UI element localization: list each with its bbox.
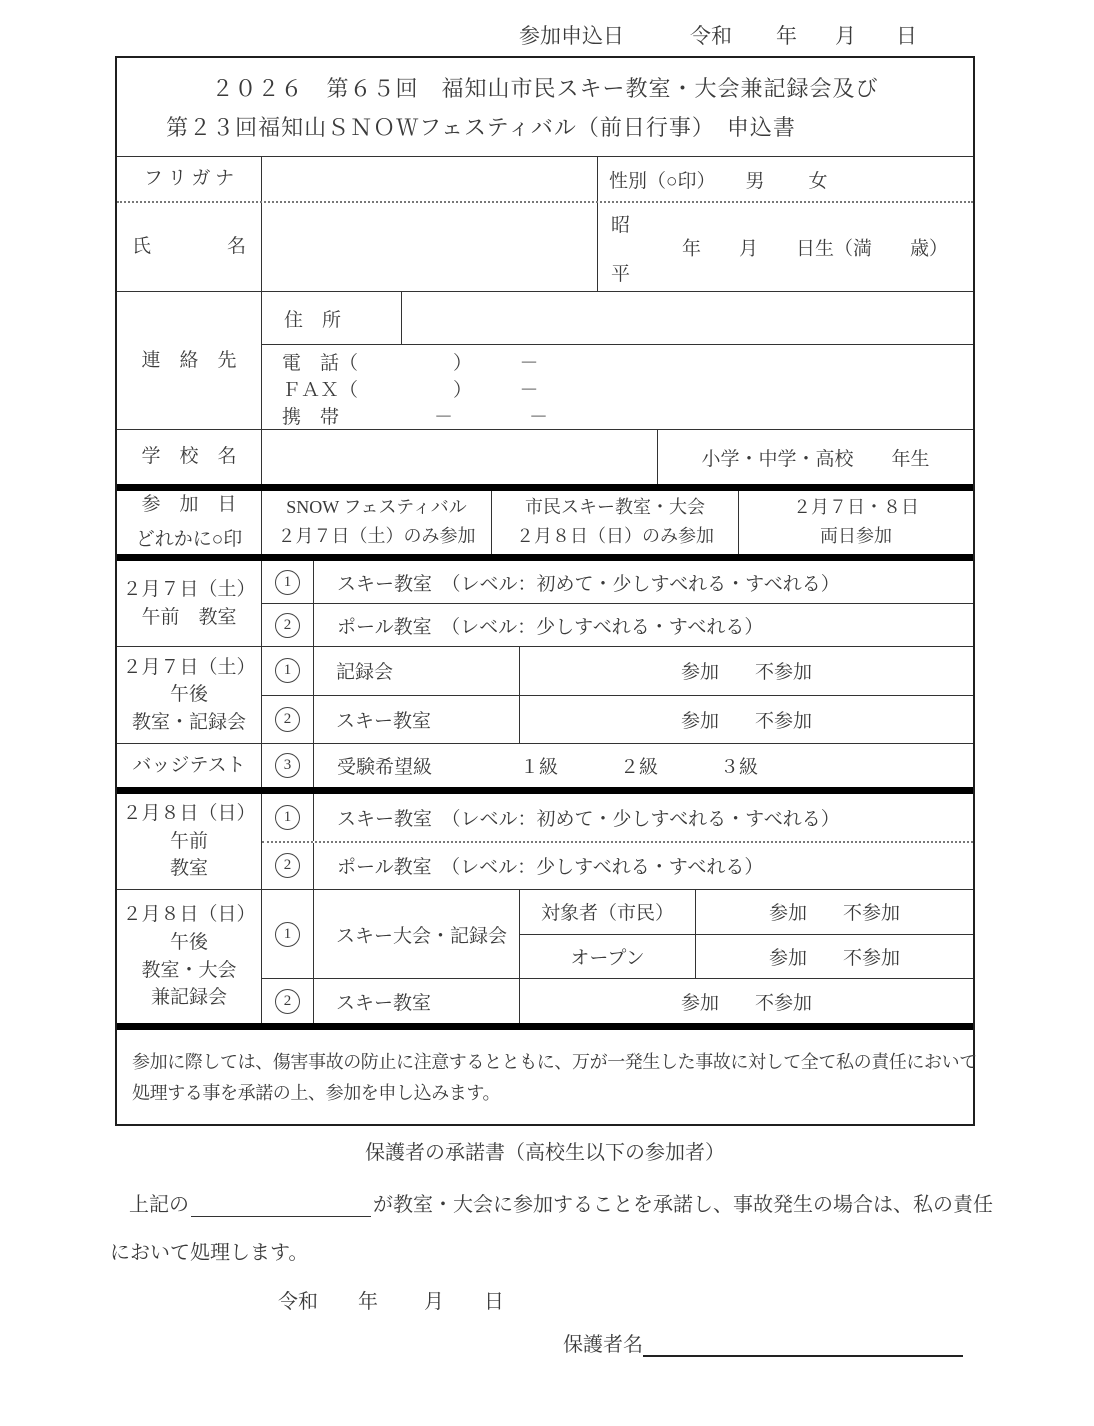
thick-divider-1 xyxy=(117,484,973,491)
sun-pm-label xyxy=(117,890,262,1023)
target-open-label: オープン xyxy=(520,935,696,979)
sun-am-label-line3: 教室 xyxy=(169,858,208,880)
birthdate-labels: 年 月 日生（満 歳） xyxy=(682,238,949,260)
consent-paragraph-line1 xyxy=(129,1188,993,1217)
sat-am-label xyxy=(117,561,262,646)
participation-day-label-line1: 参 加 日 xyxy=(141,494,237,516)
sat-pm-row-1-event: 記録会 xyxy=(314,647,520,695)
sun-am-row-1-number xyxy=(262,794,314,841)
participation-option-snow-festival[interactable] xyxy=(262,491,492,554)
sat-pm-row-2 xyxy=(262,695,973,744)
sat-am-row-2-course[interactable]: ポール教室 （レベル：少しすべれる・すべれる） xyxy=(337,616,764,638)
sat-am-row-1 xyxy=(262,561,973,603)
form-title-block xyxy=(117,58,973,156)
sat-am-row-2 xyxy=(262,603,973,646)
fax-line-field[interactable]: ＦＡＸ（ ） － xyxy=(282,380,539,401)
apply-date-label: 参加申込日 xyxy=(519,24,624,48)
sun-pm-row-1-event: スキー大会・記録会 xyxy=(314,890,520,978)
participation-option-3-line2: 両日参加 xyxy=(820,526,892,546)
sun-pm-label-line1: ２月８日（日） xyxy=(122,904,256,926)
sun-pm-row-2-choice xyxy=(520,979,973,1023)
pledge-notice-line1: 参加に際しては、傷害事故の防止に注意するとともに、万が一発生した事故に対して全て私の責任において xyxy=(132,1052,977,1072)
consent-prefix: 上記の xyxy=(129,1194,189,1216)
thick-divider-4 xyxy=(117,1023,973,1030)
sun-am-label-line2: 午前 xyxy=(169,830,208,852)
sun-pm-rows xyxy=(262,890,973,1023)
address-input-cell[interactable] xyxy=(402,292,973,344)
apply-date-line xyxy=(519,20,917,50)
participation-day-label-line2: どれかに○印 xyxy=(135,529,243,550)
participation-option-both-days[interactable] xyxy=(739,491,973,554)
address-label: 住 所 xyxy=(262,292,402,344)
badge-grade-3-option[interactable]: ３級 xyxy=(720,757,759,778)
thick-divider-2 xyxy=(117,554,973,561)
phone-line-field[interactable]: 電 話（ ） － xyxy=(282,353,539,374)
circled-number-icon: 1 xyxy=(275,570,300,595)
consent-day-label: 日 xyxy=(484,1291,504,1313)
not-join-option[interactable]: 不参加 xyxy=(843,903,901,925)
badge-test-label: バッジテスト xyxy=(117,744,262,787)
apply-date-day-label: 日 xyxy=(896,24,917,48)
participation-option-2-line2: ２月８日（日）のみ参加 xyxy=(516,526,714,546)
sat-am-label-line1: ２月７日（土） xyxy=(122,578,256,600)
sun-pm-subrow-citizen xyxy=(520,890,973,934)
participation-option-1-line1: SNOW フェスティバル xyxy=(286,497,467,518)
sun-am-row-2-course[interactable]: ポール教室 （レベル：少しすべれる・すべれる） xyxy=(337,857,764,879)
contact-right-area xyxy=(262,292,973,429)
circled-number-icon: 2 xyxy=(275,853,300,878)
guardian-name-line xyxy=(563,1328,963,1357)
sun-pm-label-line2: 午後 xyxy=(169,931,208,953)
circled-number-icon: 1 xyxy=(275,922,300,947)
sat-pm-rows xyxy=(262,647,973,743)
sun-pm-row-2-number xyxy=(262,979,314,1023)
sun-am-row-2-number xyxy=(262,843,314,890)
consent-after-blank: が教室・大会に参加することを承諾し、事故発生の場合は、私の責任 xyxy=(373,1194,993,1216)
target-citizen-label: 対象者（市民） xyxy=(520,890,696,934)
gender-option-male[interactable]: 男 xyxy=(745,170,765,192)
sun-am-rows xyxy=(262,794,973,889)
sun-am-row-1-course[interactable]: スキー教室 （レベル：初めて・少しすべれる・すべれる） xyxy=(337,808,840,830)
not-join-option[interactable]: 不参加 xyxy=(755,662,813,684)
participant-name-blank[interactable] xyxy=(191,1195,371,1217)
gender-cell xyxy=(598,157,973,201)
school-row xyxy=(117,429,973,484)
circled-number-icon: 1 xyxy=(275,658,300,683)
circled-number-icon: 3 xyxy=(275,753,300,778)
sat-pm-label-line3: 教室・記録会 xyxy=(131,711,246,733)
join-option[interactable]: 参加 xyxy=(768,903,807,925)
join-option[interactable]: 参加 xyxy=(680,992,719,1014)
form-title-line2: 第２３回福知山ＳＮＯＷフェスティバル（前日行事） 申込書 xyxy=(166,115,796,140)
school-grade-cell[interactable]: 小学・中学・高校 年生 xyxy=(701,448,930,470)
participation-option-ski-class[interactable] xyxy=(492,491,739,554)
consent-paragraph-line2: において処理します。 xyxy=(110,1242,309,1264)
join-option[interactable]: 参加 xyxy=(768,947,807,969)
apply-date-year-label: 年 xyxy=(776,24,797,48)
sun-am-row-2 xyxy=(262,841,973,890)
sun-pm-label-line4: 兼記録会 xyxy=(150,987,227,1009)
not-join-option[interactable]: 不参加 xyxy=(755,710,813,732)
furigana-row xyxy=(117,156,973,201)
badge-grade-2-option[interactable]: ２級 xyxy=(620,757,659,778)
circled-number-icon: 2 xyxy=(275,707,300,732)
pledge-notice-line2: 処理する事を承諾の上、参加を申し込みます。 xyxy=(132,1083,501,1103)
sat-pm-row-2-choice xyxy=(520,696,973,744)
participation-option-3-line1: ２月７日・８日 xyxy=(793,497,919,518)
sat-am-row-1-number xyxy=(262,561,314,603)
sat-pm-label-line1: ２月７日（土） xyxy=(122,656,256,678)
badge-grade-1-option[interactable]: １級 xyxy=(520,757,559,778)
form-title-line1: ２０２６ 第６５回 福知山市民スキー教室・大会兼記録会及び xyxy=(211,76,879,101)
badge-test-number xyxy=(262,744,314,787)
furigana-label: フ リ ガ ナ xyxy=(117,157,262,201)
badge-test-text: 受験希望級 xyxy=(337,757,433,778)
consent-year-label: 年 xyxy=(358,1291,378,1313)
citizen-choice xyxy=(696,890,973,934)
section-sun-am xyxy=(117,794,973,889)
participation-day-label xyxy=(117,491,262,554)
consent-month-label: 月 xyxy=(424,1291,444,1313)
contact-label: 連 絡 先 xyxy=(117,292,262,429)
thick-divider-3 xyxy=(117,787,973,794)
badge-test-row xyxy=(117,743,973,787)
sat-am-rows xyxy=(262,561,973,646)
address-row xyxy=(262,292,973,345)
join-option[interactable]: 参加 xyxy=(680,710,719,732)
school-label: 学 校 名 xyxy=(117,430,262,484)
section-sun-pm xyxy=(117,889,973,1023)
apply-date-month-label: 月 xyxy=(835,24,856,48)
sat-pm-row-1-number xyxy=(262,647,314,695)
contact-row xyxy=(117,291,973,429)
consent-title: 保護者の承諾書（高校生以下の参加者） xyxy=(365,1142,725,1164)
sun-am-row-1 xyxy=(262,794,973,841)
birthdate-cell[interactable] xyxy=(598,203,973,291)
sun-pm-label-line3: 教室・大会 xyxy=(141,959,237,981)
open-choice xyxy=(696,935,973,979)
sun-am-label xyxy=(117,794,262,889)
circled-number-icon: 1 xyxy=(275,805,300,830)
circled-number-icon: 2 xyxy=(275,989,300,1014)
furigana-input-cell[interactable] xyxy=(262,157,598,201)
badge-test-content xyxy=(314,744,973,787)
pledge-notice-row xyxy=(117,1030,977,1124)
sat-am-row-2-number xyxy=(262,604,314,646)
join-option[interactable]: 参加 xyxy=(680,662,719,684)
application-form-table xyxy=(115,56,975,1126)
sun-am-label-line1: ２月８日（日） xyxy=(122,803,256,825)
gender-option-female[interactable]: 女 xyxy=(808,170,828,192)
sun-pm-subrow-open xyxy=(520,934,973,979)
guardian-name-blank[interactable] xyxy=(643,1335,963,1357)
participation-option-1-line2: ２月７日（土）のみ参加 xyxy=(277,526,476,546)
circled-number-icon: 2 xyxy=(275,613,300,638)
sat-am-row-1-course[interactable]: スキー教室 （レベル：初めて・少しすべれる・すべれる） xyxy=(337,573,840,595)
sun-pm-row-1-number xyxy=(262,890,314,978)
sun-pm-row-2-event: スキー教室 xyxy=(314,979,520,1023)
apply-date-era: 令和 xyxy=(690,24,732,48)
participation-option-2-line1: 市民スキー教室・大会 xyxy=(525,497,705,518)
sat-am-label-line2: 午前 教室 xyxy=(141,606,237,628)
sat-pm-row-1-choice xyxy=(520,647,973,695)
sat-pm-label-line2: 午後 xyxy=(169,684,208,706)
sun-pm-row-2 xyxy=(262,978,973,1023)
sun-pm-row-1-subrows xyxy=(520,890,973,978)
gender-label: 性別（○印） xyxy=(609,170,716,192)
mobile-line-field[interactable]: 携 帯 － － xyxy=(282,407,549,428)
consent-era: 令和 xyxy=(278,1291,318,1313)
sat-pm-label xyxy=(117,647,262,743)
phone-block xyxy=(262,345,973,431)
sat-pm-row-1 xyxy=(262,647,973,695)
guardian-name-label: 保護者名 xyxy=(563,1334,643,1356)
not-join-option[interactable]: 不参加 xyxy=(755,992,813,1014)
not-join-option[interactable]: 不参加 xyxy=(843,947,901,969)
section-sat-am xyxy=(117,561,973,646)
name-row xyxy=(117,201,973,291)
participation-day-row xyxy=(117,491,973,554)
name-input-cell[interactable] xyxy=(262,203,598,291)
consent-date-line xyxy=(278,1285,504,1314)
section-sat-pm xyxy=(117,646,973,743)
school-input-cell[interactable] xyxy=(262,430,658,484)
era-showa-option[interactable]: 昭 xyxy=(611,215,631,236)
pledge-notice-text xyxy=(117,1030,989,1124)
sun-pm-row-1 xyxy=(262,890,973,978)
era-heisei-option[interactable]: 平 xyxy=(611,264,631,285)
sat-pm-row-2-number xyxy=(262,696,314,744)
name-label: 氏 名 xyxy=(117,203,262,291)
sat-pm-row-2-event: スキー教室 xyxy=(314,696,520,744)
